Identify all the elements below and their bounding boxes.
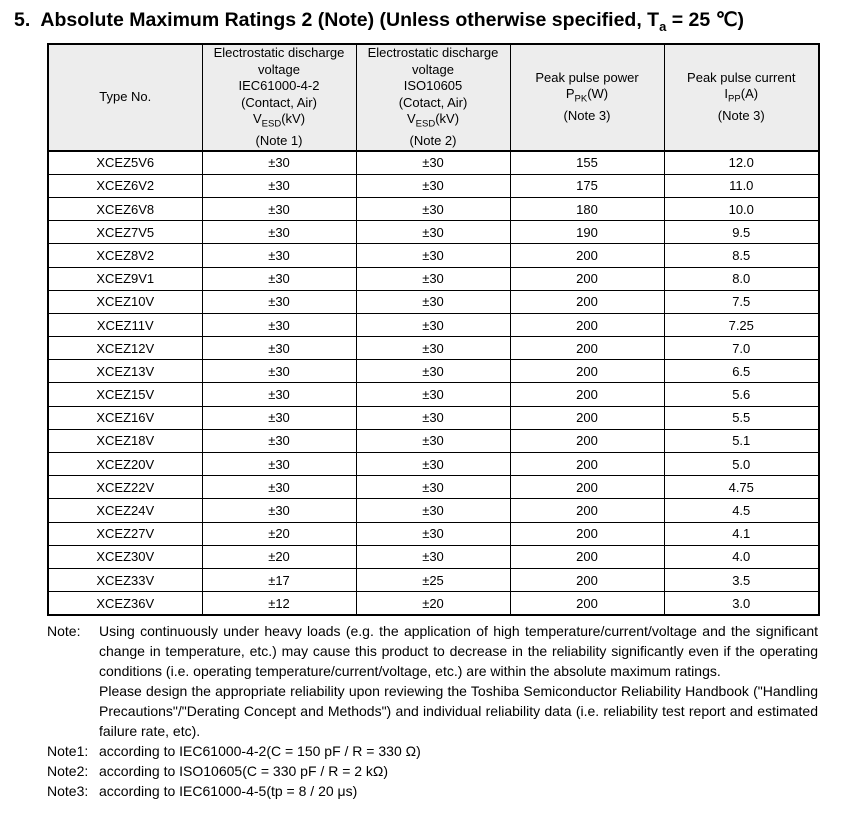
cell-esd-iec: ±30	[202, 337, 356, 360]
note-label: Note:	[47, 623, 81, 639]
cell-ipp: 5.1	[664, 429, 819, 452]
cell-esd-iec: ±30	[202, 267, 356, 290]
cell-ipp: 10.0	[664, 197, 819, 220]
cell-esd-iso: ±20	[356, 592, 510, 616]
cell-type-no: XCEZ10V	[48, 290, 202, 313]
notes-section	[47, 621, 818, 801]
section-number: 5.	[14, 9, 31, 31]
table-row	[48, 267, 819, 290]
section-title	[14, 8, 744, 34]
table-row	[48, 592, 819, 616]
cell-ppk: 200	[510, 522, 664, 545]
cell-ppk: 200	[510, 313, 664, 336]
header-ipp-subscript: PP	[728, 93, 741, 105]
note-body	[99, 621, 818, 741]
table-row	[48, 174, 819, 197]
cell-esd-iso: ±30	[356, 406, 510, 429]
cell-type-no: XCEZ9V1	[48, 267, 202, 290]
table-row	[48, 499, 819, 522]
cell-esd-iec: ±30	[202, 406, 356, 429]
header-esd-iso-unit: (kV)	[435, 111, 460, 126]
cell-esd-iso: ±30	[356, 151, 510, 175]
table-row	[48, 151, 819, 175]
note1	[47, 741, 818, 761]
cell-ppk: 200	[510, 337, 664, 360]
cell-type-no: XCEZ5V6	[48, 151, 202, 175]
header-esd-iec-line4: (Contact, Air)	[241, 94, 317, 110]
cell-esd-iso: ±30	[356, 267, 510, 290]
cell-ipp: 4.75	[664, 476, 819, 499]
header-esd-iec-subscript: ESD	[261, 118, 282, 130]
cell-esd-iec: ±30	[202, 360, 356, 383]
cell-type-no: XCEZ12V	[48, 337, 202, 360]
table-row	[48, 244, 819, 267]
note-paragraph-2: Please design the appropriate reliability upon reviewing the Toshiba Semiconductor Reliability Handbook ("Handling Precautions"/"Derating Concept and Methods") and individual reliability data (i.e. reliability test report and estimated failure rate, etc).	[99, 683, 818, 739]
note3	[47, 781, 818, 801]
cell-ppk: 200	[510, 429, 664, 452]
cell-ipp: 8.0	[664, 267, 819, 290]
cell-type-no: XCEZ24V	[48, 499, 202, 522]
header-esd-iso-line1: Electrostatic discharge	[367, 45, 499, 60]
cell-esd-iso: ±30	[356, 545, 510, 568]
table-row	[48, 221, 819, 244]
table-row	[48, 313, 819, 336]
header-esd-iec-symbol: V	[252, 111, 262, 126]
header-esd-iso	[356, 44, 510, 151]
note2	[47, 761, 818, 781]
cell-type-no: XCEZ20V	[48, 453, 202, 476]
header-esd-iec-line1: Electrostatic discharge	[213, 45, 345, 60]
note1-text: according to IEC61000-4-2(C = 150 pF / R = 330 Ω)	[99, 743, 421, 759]
cell-type-no: XCEZ6V8	[48, 197, 202, 220]
header-esd-iec-unit: (kV)	[281, 111, 306, 126]
note3-text: according to IEC61000-4-5(tp = 8 / 20 μs)	[99, 783, 358, 799]
section-title-condition: = 25 ℃)	[666, 9, 745, 31]
cell-esd-iec: ±30	[202, 383, 356, 406]
cell-ppk: 155	[510, 151, 664, 175]
table-row	[48, 453, 819, 476]
cell-type-no: XCEZ30V	[48, 545, 202, 568]
cell-ppk: 200	[510, 290, 664, 313]
cell-esd-iec: ±30	[202, 221, 356, 244]
cell-ipp: 8.5	[664, 244, 819, 267]
cell-ipp: 5.5	[664, 406, 819, 429]
header-esd-iso-symbol: V	[406, 111, 416, 126]
cell-esd-iec: ±20	[202, 545, 356, 568]
header-ipp-line1: Peak pulse current	[687, 69, 796, 85]
cell-ipp: 5.0	[664, 453, 819, 476]
cell-type-no: XCEZ27V	[48, 522, 202, 545]
note3-label: Note3:	[47, 783, 89, 799]
cell-type-no: XCEZ6V2	[48, 174, 202, 197]
cell-esd-iec: ±30	[202, 499, 356, 522]
cell-ppk: 200	[510, 476, 664, 499]
cell-esd-iec: ±30	[202, 290, 356, 313]
cell-esd-iso: ±30	[356, 174, 510, 197]
cell-ipp: 9.5	[664, 221, 819, 244]
note-paragraph-1: Using continuously under heavy loads (e.g. the application of high temperature/current/voltage and the significant change in temperature, etc.) may cause this product to decrease in the reliability significantly even if the operating conditions (i.e. operating temperature/current/voltage, etc.) are within the absolute maximum ratings.	[99, 623, 818, 679]
cell-type-no: XCEZ18V	[48, 429, 202, 452]
cell-ppk: 175	[510, 174, 664, 197]
cell-ipp: 6.5	[664, 360, 819, 383]
cell-ipp: 7.5	[664, 290, 819, 313]
cell-ipp: 4.0	[664, 545, 819, 568]
header-ppk-subscript: PK	[574, 93, 588, 105]
cell-ppk: 200	[510, 499, 664, 522]
cell-esd-iec: ±17	[202, 568, 356, 591]
header-ipp-note: (Note 3)	[717, 108, 765, 124]
header-ipp-unit: (A)	[740, 86, 759, 102]
table-row	[48, 522, 819, 545]
cell-esd-iso: ±30	[356, 429, 510, 452]
general-note	[47, 621, 818, 741]
header-ppk-symbol: P	[565, 86, 575, 102]
cell-ipp: 11.0	[664, 174, 819, 197]
cell-ppk: 200	[510, 453, 664, 476]
cell-ipp: 3.5	[664, 568, 819, 591]
cell-esd-iso: ±30	[356, 522, 510, 545]
header-peak-pulse-power	[510, 44, 664, 151]
cell-ipp: 7.25	[664, 313, 819, 336]
cell-ppk: 200	[510, 568, 664, 591]
header-ipp-symbol: I	[724, 86, 729, 102]
header-esd-iso-line2: voltage	[412, 61, 454, 77]
table-row	[48, 545, 819, 568]
header-esd-iso-note: (Note 2)	[409, 133, 457, 149]
table-row	[48, 197, 819, 220]
header-esd-iso-line4: (Cotact, Air)	[398, 94, 468, 110]
note1-label: Note1:	[47, 743, 89, 759]
cell-esd-iec: ±30	[202, 151, 356, 175]
cell-esd-iec: ±12	[202, 592, 356, 616]
cell-ppk: 200	[510, 360, 664, 383]
table-body	[48, 151, 819, 616]
header-esd-iec-note: (Note 1)	[255, 133, 303, 149]
cell-esd-iec: ±30	[202, 429, 356, 452]
header-ppk-line1: Peak pulse power	[535, 69, 639, 85]
cell-type-no: XCEZ22V	[48, 476, 202, 499]
table-row	[48, 383, 819, 406]
cell-ipp: 3.0	[664, 592, 819, 616]
header-esd-iec	[202, 44, 356, 151]
cell-ppk: 200	[510, 406, 664, 429]
cell-ppk: 200	[510, 545, 664, 568]
cell-esd-iso: ±30	[356, 360, 510, 383]
cell-ppk: 200	[510, 383, 664, 406]
table-header-row	[48, 44, 819, 151]
cell-esd-iso: ±30	[356, 476, 510, 499]
header-type-no: Type No.	[48, 44, 202, 151]
cell-ppk: 180	[510, 197, 664, 220]
cell-esd-iec: ±20	[202, 522, 356, 545]
cell-esd-iso: ±30	[356, 337, 510, 360]
cell-esd-iec: ±30	[202, 244, 356, 267]
header-ppk-unit: (W)	[587, 86, 609, 102]
cell-ipp: 7.0	[664, 337, 819, 360]
cell-type-no: XCEZ11V	[48, 313, 202, 336]
header-peak-pulse-current	[664, 44, 819, 151]
cell-type-no: XCEZ8V2	[48, 244, 202, 267]
cell-type-no: XCEZ7V5	[48, 221, 202, 244]
header-esd-iec-line3: IEC61000-4-2	[238, 78, 320, 93]
table-row	[48, 337, 819, 360]
cell-type-no: XCEZ15V	[48, 383, 202, 406]
cell-esd-iso: ±30	[356, 313, 510, 336]
cell-ipp: 5.6	[664, 383, 819, 406]
header-esd-iso-line3: ISO10605	[403, 78, 463, 93]
cell-esd-iso: ±30	[356, 244, 510, 267]
cell-esd-iso: ±30	[356, 383, 510, 406]
table-row	[48, 476, 819, 499]
header-esd-iso-subscript: ESD	[415, 118, 436, 130]
table-row	[48, 360, 819, 383]
cell-esd-iso: ±30	[356, 197, 510, 220]
table-row	[48, 290, 819, 313]
header-ppk-note: (Note 3)	[563, 108, 611, 124]
cell-esd-iso: ±30	[356, 453, 510, 476]
cell-ipp: 12.0	[664, 151, 819, 175]
cell-ppk: 200	[510, 244, 664, 267]
cell-ppk: 200	[510, 267, 664, 290]
section-title-subscript: a	[659, 18, 667, 34]
cell-esd-iec: ±30	[202, 313, 356, 336]
cell-ppk: 200	[510, 592, 664, 616]
cell-esd-iec: ±30	[202, 453, 356, 476]
section-title-text: Absolute Maximum Ratings 2 (Note) (Unless otherwise specified, T	[40, 9, 660, 31]
note2-text: according to ISO10605(C = 330 pF / R = 2 kΩ)	[99, 763, 389, 779]
note2-label: Note2:	[47, 763, 89, 779]
cell-esd-iso: ±30	[356, 499, 510, 522]
header-esd-iec-line2: voltage	[258, 61, 300, 77]
cell-esd-iec: ±30	[202, 174, 356, 197]
cell-esd-iso: ±25	[356, 568, 510, 591]
cell-type-no: XCEZ16V	[48, 406, 202, 429]
table-row	[48, 406, 819, 429]
cell-ppk: 190	[510, 221, 664, 244]
cell-type-no: XCEZ33V	[48, 568, 202, 591]
cell-type-no: XCEZ36V	[48, 592, 202, 616]
cell-esd-iso: ±30	[356, 221, 510, 244]
cell-type-no: XCEZ13V	[48, 360, 202, 383]
cell-esd-iso: ±30	[356, 290, 510, 313]
cell-esd-iec: ±30	[202, 197, 356, 220]
ratings-table	[47, 43, 820, 616]
table-row	[48, 568, 819, 591]
table-row	[48, 429, 819, 452]
cell-ipp: 4.1	[664, 522, 819, 545]
cell-esd-iec: ±30	[202, 476, 356, 499]
cell-ipp: 4.5	[664, 499, 819, 522]
